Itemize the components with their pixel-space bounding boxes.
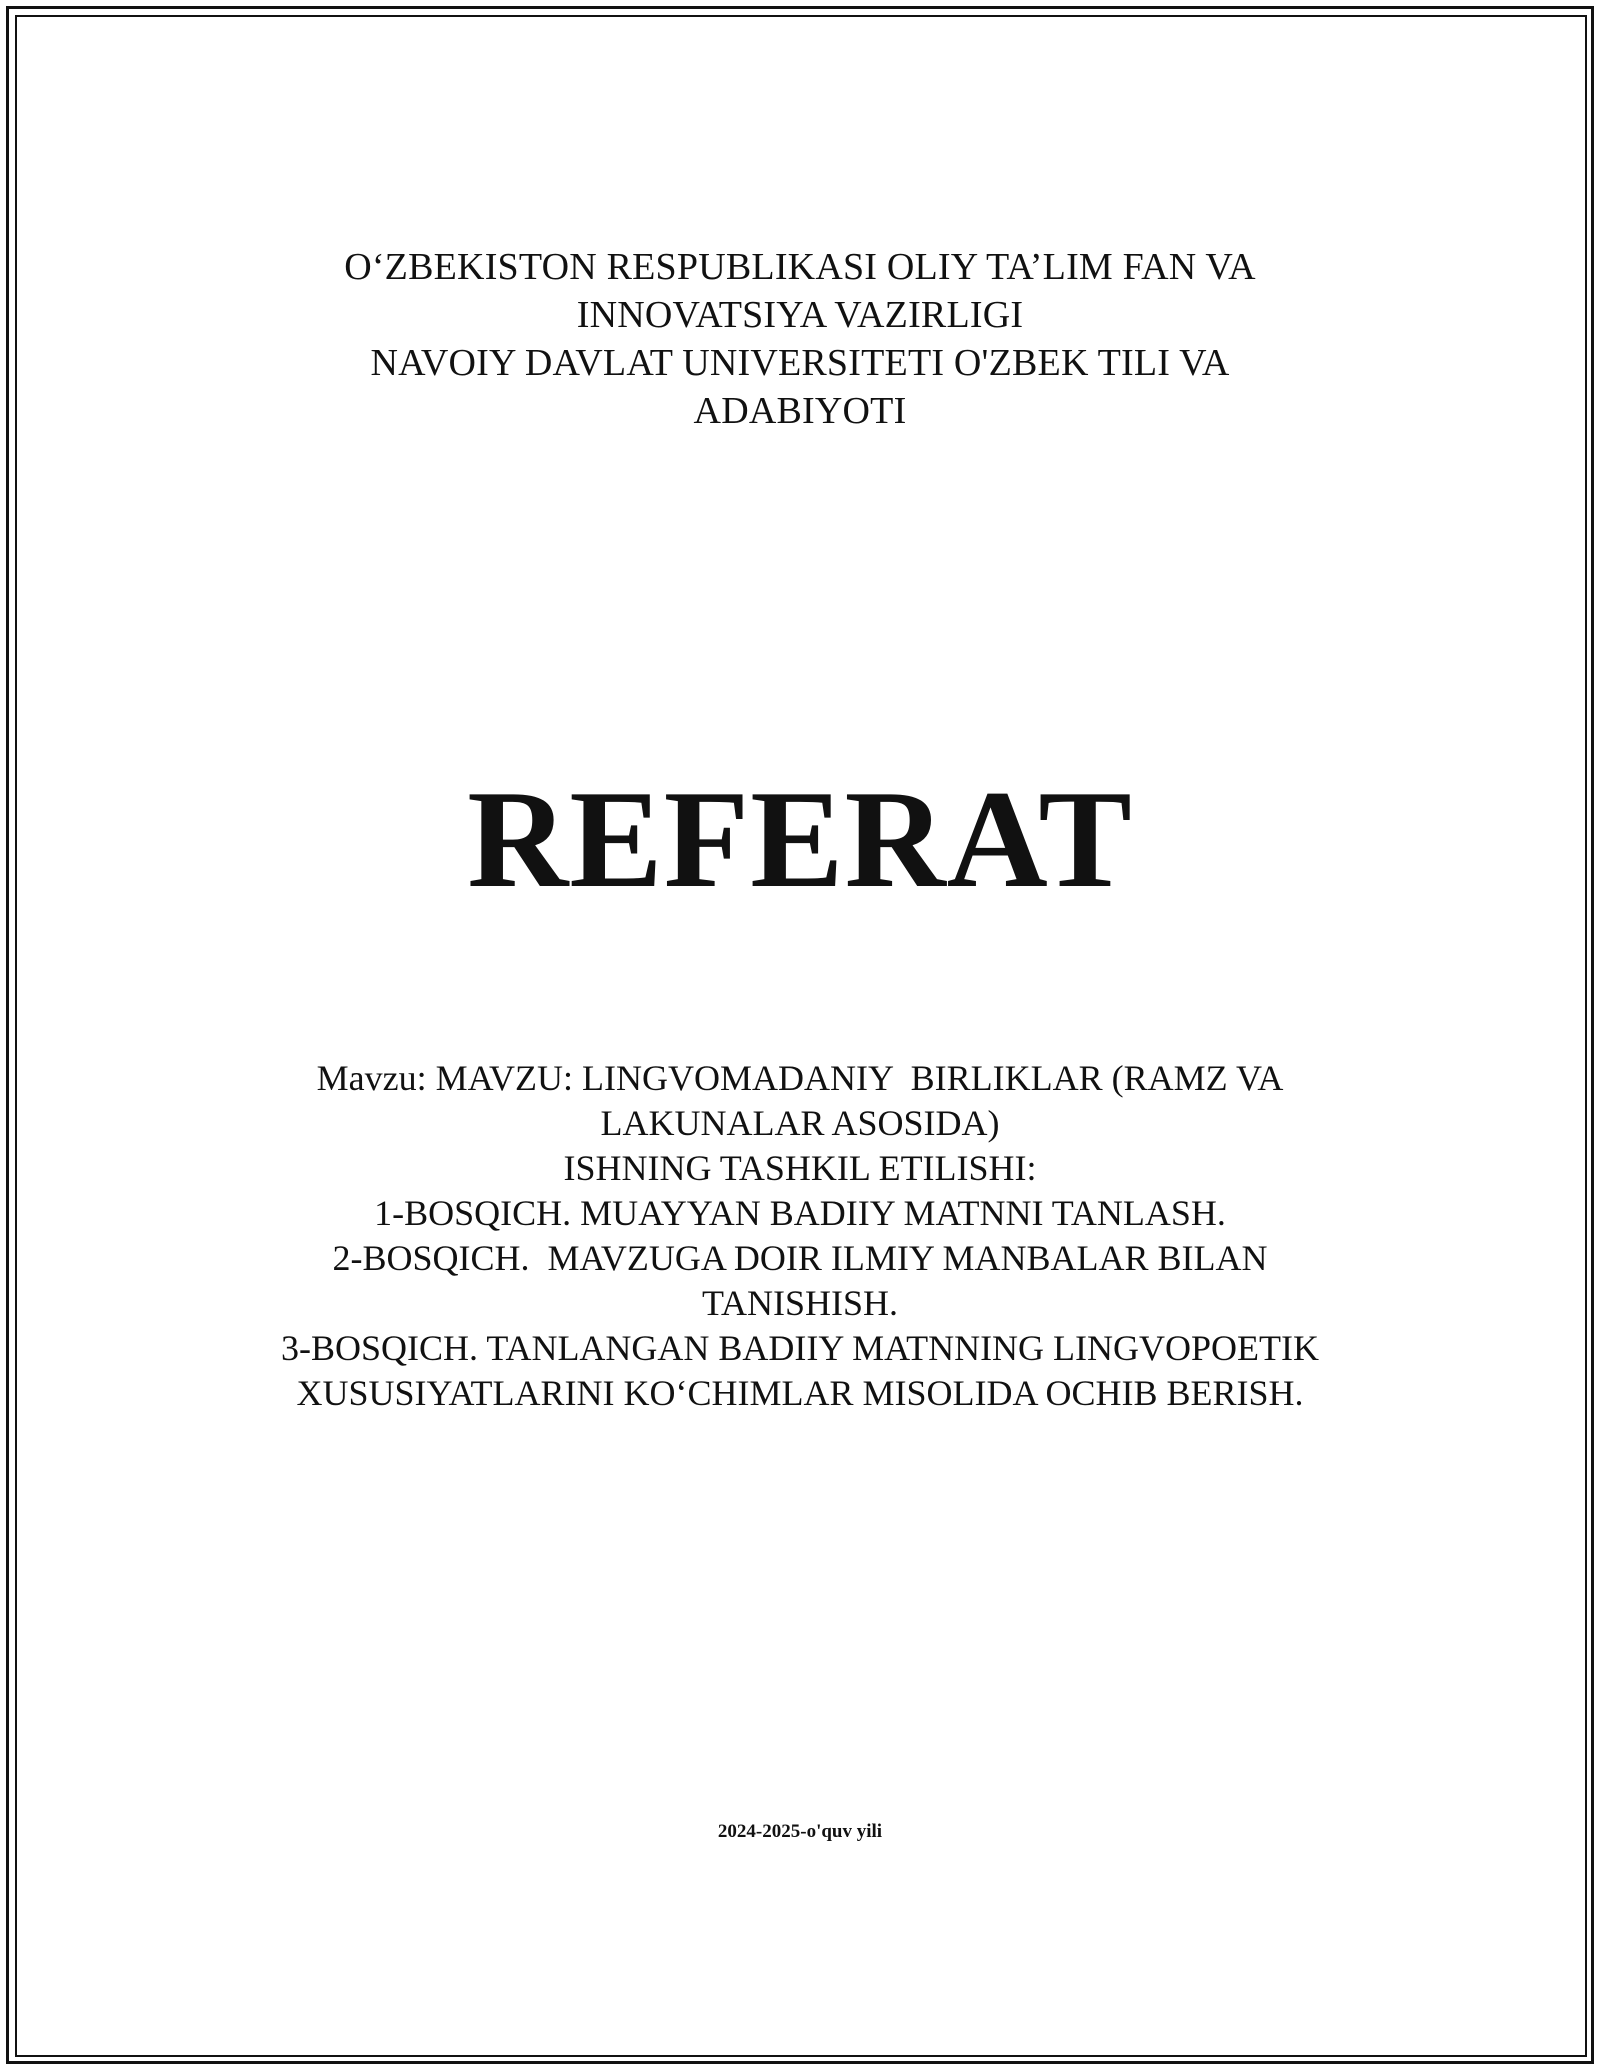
topic-line: 2-BOSQICH. MAVZUGA DOIR ILMIY MANBALAR BILAN xyxy=(332,1238,1268,1278)
topic-line: TANISHISH. xyxy=(701,1283,899,1323)
header-line: O‘ZBEKISTON RESPUBLIKASI OLIY TA’LIM FAN VA xyxy=(344,246,1256,288)
topic-line: ISHNING TASHKIL ETILISHI: xyxy=(563,1148,1037,1188)
topic-line: 3-BOSQICH. TANLANGAN BADIIY MATNNING LINGVOPOETIK xyxy=(280,1328,1320,1368)
document-title: REFERAT xyxy=(467,762,1133,917)
topic-line: 1-BOSQICH. MUAYYAN BADIIY MATNNI TANLASH. xyxy=(374,1193,1226,1233)
topic-line: LAKUNALAR ASOSIDA) xyxy=(600,1103,1000,1143)
topic-line: Mavzu: MAVZU: LINGVOMADANIY BIRLIKLAR (RAMZ VA xyxy=(316,1058,1284,1098)
header-line: INNOVATSIYA VAZIRLIGI xyxy=(576,294,1024,336)
header-line: ADABIYOTI xyxy=(693,390,907,432)
header-line: NAVOIY DAVLAT UNIVERSITETI O'ZBEK TILI VA xyxy=(370,342,1230,384)
topic-line: XUSUSIYATLARINI KO‘CHIMLAR MISOLIDA OCHIB BERISH. xyxy=(296,1373,1304,1413)
academic-year: 2024-2025-o'quv yili xyxy=(717,1821,883,1842)
institution-header xyxy=(0,243,1600,435)
topic-block xyxy=(0,1056,1600,1416)
